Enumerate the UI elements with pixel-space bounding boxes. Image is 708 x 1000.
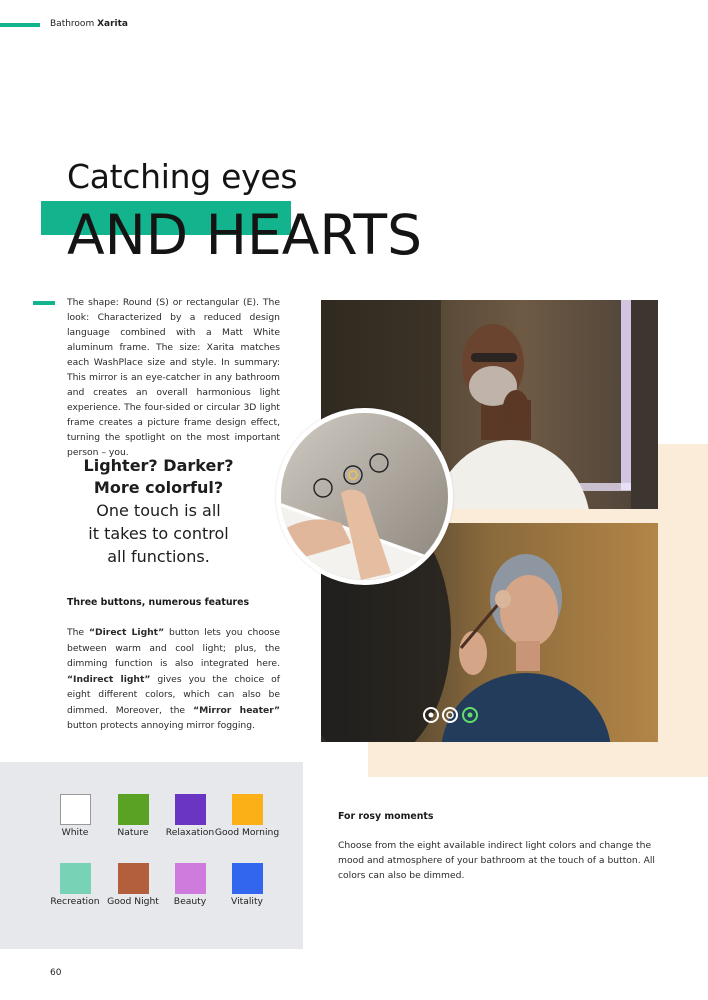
header-accent-bar <box>0 23 40 27</box>
header-section: Bathroom <box>50 19 95 29</box>
title-line-2: AND HEARTS <box>67 203 423 267</box>
swatch-label-white: White <box>61 827 89 838</box>
quote-bold-line-1: Lighter? Darker? <box>83 456 234 475</box>
intro-paragraph: The shape: Round (S) or rectangular (E). The look: Characterized by a reduced design language combined with a Matt White aluminum frame. The size: Xarita matches each WashPlace size and style. In summary: This mirror is an eye-catcher in any bathroom and creates an overall harmonious light experience. The four-sided or circular 3D light frame creates a picture frame design effect, turning the spotlight on the most important person – you. <box>67 297 280 458</box>
swatch-relaxation <box>175 794 206 825</box>
header-breadcrumb <box>50 19 128 29</box>
mirror-heater-term: “Mirror heater” <box>193 704 280 716</box>
features-text-4: button protects annoying mirror fogging. <box>67 720 255 731</box>
swatch-label-recreation: Recreation <box>50 896 100 907</box>
quote-line-1: One touch is all <box>96 501 221 520</box>
swatch-label-good-night: Good Night <box>107 896 159 907</box>
quote-bold-line-2: More colorful? <box>93 478 224 497</box>
quote-bold <box>60 455 257 499</box>
swatch-good-morning <box>232 794 263 825</box>
swatch-label-relaxation: Relaxation <box>165 827 215 838</box>
swatch-label-vitality: Vitality <box>230 896 263 907</box>
intro-accent-bar <box>33 301 55 305</box>
swatch-beauty <box>175 863 206 894</box>
indirect-light-term: “Indirect light” <box>67 673 151 685</box>
rosy-heading: For rosy moments <box>338 811 434 822</box>
swatch-label-nature: Nature <box>117 827 149 838</box>
features-text-3: gives you the choice of eight different colors, which can also be dimmed. Moreover, the <box>67 673 280 716</box>
swatch-label-beauty: Beauty <box>173 896 207 907</box>
title-line-1: Catching eyes <box>67 157 298 196</box>
swatch-white <box>60 794 91 825</box>
header-product: Xarita <box>97 19 129 29</box>
rosy-paragraph: Choose from the eight available indirect light colors and change the mood and atmosphere of your bathroom at the touch of a button. All colors can also be dimmed. <box>338 840 655 881</box>
features-paragraph <box>67 625 280 734</box>
page-number: 60 <box>50 968 62 978</box>
swatch-good-night <box>118 863 149 894</box>
color-palette-panel <box>0 762 303 949</box>
quote-light <box>60 499 257 568</box>
swatch-recreation <box>60 863 91 894</box>
swatch-label-good-morning: Good Morning <box>214 827 280 838</box>
swatch-nature <box>118 794 149 825</box>
direct-light-term: “Direct Light” <box>88 627 165 638</box>
swatch-vitality <box>232 863 263 894</box>
finger-touching-buttons-photo <box>276 408 453 585</box>
features-heading: Three buttons, numerous features <box>67 597 250 608</box>
quote-line-2: it takes to control <box>88 524 229 543</box>
features-text-2: button lets you choose between warm and cool light; plus, the dimming function is also integrated here. <box>67 627 280 669</box>
features-text-1: The <box>67 627 89 638</box>
quote-line-3: all functions. <box>107 547 210 566</box>
